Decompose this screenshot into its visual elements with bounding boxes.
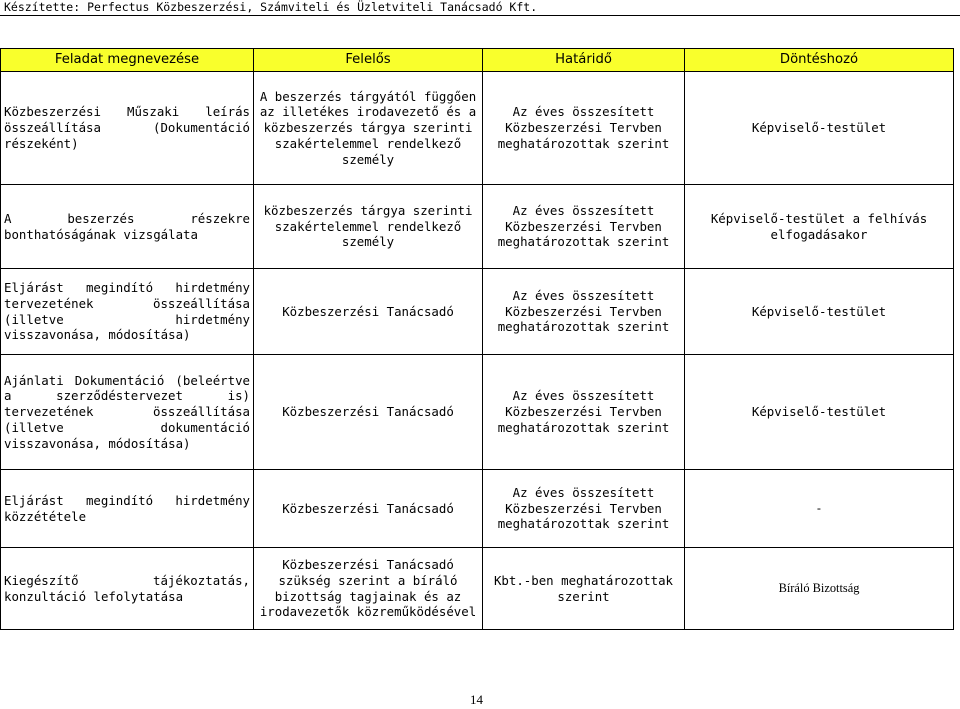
responsible-cell: Közbeszerzési Tanácsadó	[254, 355, 483, 470]
task-cell: Ajánlati Dokumentáció (beleértve a szerződéstervezet is) tervezetének összeállítása (illetve dokumentáció visszavonása, módosítása)	[1, 355, 254, 470]
decision-maker-cell: -	[685, 470, 954, 548]
decision-maker-cell: Bíráló Bizottság	[685, 548, 954, 630]
responsible-cell: Közbeszerzési Tanácsadó	[254, 269, 483, 355]
decision-maker-cell: Képviselő-testület	[685, 269, 954, 355]
deadline-cell: Az éves összesített Közbeszerzési Tervben meghatározottak szerint	[483, 72, 685, 185]
table-row	[1, 470, 954, 548]
table-row	[1, 72, 954, 185]
responsibility-table	[0, 48, 954, 630]
header-divider	[0, 15, 960, 16]
responsible-cell: közbeszerzés tárgya szerinti szakértelemmel rendelkező személy	[254, 185, 483, 269]
page-number: 14	[470, 692, 483, 707]
task-cell: Eljárást megindító hirdetmény tervezetének összeállítása (illetve hirdetmény visszavonása, módosítása)	[1, 269, 254, 355]
decision-maker-cell: Képviselő-testület a felhívás elfogadásakor	[685, 185, 954, 269]
responsible-cell: Közbeszerzési Tanácsadó szükség szerint a bíráló bizottság tagjainak és az irodavezetők közreműködésével	[254, 548, 483, 630]
responsible-cell: A beszerzés tárgyától függően az illetékes irodavezető és a közbeszerzés tárgya szerinti szakértelemmel rendelkező személy	[254, 72, 483, 185]
task-cell: Kiegészítő tájékoztatás, konzultáció lefolytatása	[1, 548, 254, 630]
table-row	[1, 355, 954, 470]
column-header-task: Feladat megnevezése	[1, 49, 254, 72]
column-header-decision-maker: Döntéshozó	[685, 49, 954, 72]
task-cell: A beszerzés részekre bonthatóságának vizsgálata	[1, 185, 254, 269]
deadline-cell: Az éves összesített Közbeszerzési Tervben meghatározottak szerint	[483, 185, 685, 269]
deadline-cell: Az éves összesített Közbeszerzési Tervben meghatározottak szerint	[483, 269, 685, 355]
decision-maker-cell: Képviselő-testület	[685, 355, 954, 470]
decision-maker-cell: Képviselő-testület	[685, 72, 954, 185]
table-row	[1, 548, 954, 630]
table-row	[1, 269, 954, 355]
document-header: Készítette: Perfectus Közbeszerzési, Számviteli és Üzletviteli Tanácsadó Kft.	[4, 0, 538, 14]
task-cell: Közbeszerzési Műszaki leírás összeállítása (Dokumentáció részeként)	[1, 72, 254, 185]
table-header-row	[1, 49, 954, 72]
deadline-cell: Az éves összesített Közbeszerzési Tervben meghatározottak szerint	[483, 470, 685, 548]
column-header-responsible: Felelős	[254, 49, 483, 72]
deadline-cell: Kbt.-ben meghatározottak szerint	[483, 548, 685, 630]
responsible-cell: Közbeszerzési Tanácsadó	[254, 470, 483, 548]
table-row	[1, 185, 954, 269]
column-header-deadline: Határidő	[483, 49, 685, 72]
task-cell: Eljárást megindító hirdetmény közzététele	[1, 470, 254, 548]
deadline-cell: Az éves összesített Közbeszerzési Tervben meghatározottak szerint	[483, 355, 685, 470]
